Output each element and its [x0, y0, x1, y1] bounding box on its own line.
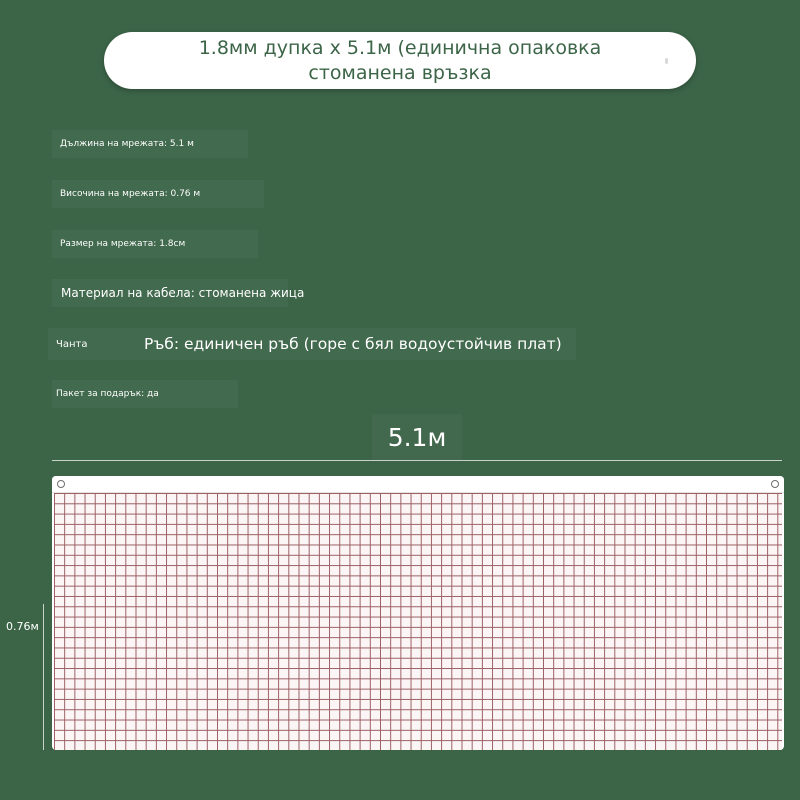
spec-mesh-size: Размер на мрежата: 1.8см [52, 230, 258, 258]
net-mesh [54, 493, 782, 750]
spec-length: Дължина на мрежата: 5.1 м [52, 130, 248, 158]
spec-height: Височина на мрежата: 0.76 м [52, 180, 264, 208]
title-line-1: 1.8мм дупка х 5.1м (единична опаковка [198, 36, 602, 59]
height-dimension-label: 0.76м [6, 620, 39, 633]
net-illustration [52, 476, 784, 750]
spec-cable-material: Материал на кабела: стоманена жица [52, 279, 288, 307]
width-dimension-line [52, 460, 782, 461]
title-line-2: стоманена връзка [308, 61, 492, 84]
spec-gift-package: Пакет за подарък: да [52, 380, 238, 408]
spec-hem-row [48, 328, 576, 360]
height-dimension-line [43, 604, 44, 750]
width-dimension-label: 5.1м [372, 414, 462, 460]
grommet-right-icon [771, 480, 779, 488]
title-banner [104, 32, 696, 89]
spec-hem: Ръб: единичен ръб (горе с бял водоустойчив плат) [144, 335, 562, 353]
grommet-left-icon [57, 480, 65, 488]
decorative-dot [665, 58, 668, 64]
net-hem [52, 476, 784, 493]
spec-bag-label: Чанта [56, 338, 88, 350]
